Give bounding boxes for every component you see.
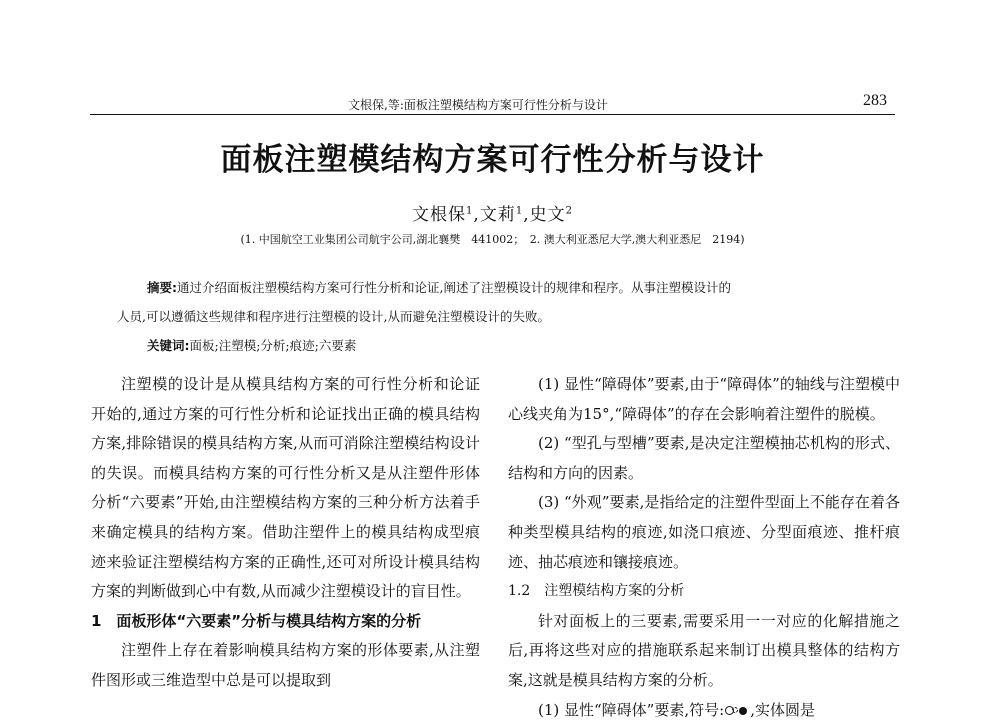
keywords-label: 关键词:	[147, 338, 190, 353]
author-name: 文根保	[412, 205, 467, 225]
abstract-text: 通过介绍面板注塑模结构方案可行性分析和论证,阐述了注塑模设计的规律和程序。从事注塑模设计的	[177, 280, 731, 295]
author-separator: ,	[523, 205, 530, 225]
abstract-line	[117, 273, 879, 302]
author-affiliation-mark: 1	[466, 205, 474, 217]
paper-title: 面板注塑模结构方案可行性分析与设计	[220, 142, 765, 178]
author-list	[90, 200, 895, 225]
page-number: 283	[863, 92, 887, 109]
author-affiliation-mark: 2	[565, 205, 573, 217]
body-paragraph: 注塑件上存在着影响模具结构方案的形体要素,从注塑件图形或三维造型中总是可以提取到	[91, 641, 480, 689]
section-heading: 1 面板形体“六要素”分析与模具结构方案的分析	[91, 611, 422, 630]
abstract-text: 人员,可以遵循这些规律和程序进行注塑模的设计,从而避免注塑模设计的失败。	[117, 309, 550, 324]
keywords-line	[117, 331, 879, 360]
list-item-text: ,实体圆是	[750, 700, 815, 719]
affiliations: (1. 中国航空工业集团公司航宇公司,湖北襄樊 441002； 2. 澳大利亚悉尼大学,澳大利亚悉尼 2194)	[240, 233, 745, 246]
left-column	[91, 370, 480, 696]
list-item-text: (1) 显性“障碍体”要素,符号:	[538, 700, 725, 719]
list-item: (3) “外观”要素,是指给定的注塑件型面上不能存在着各种类型模具结构的痕迹,如浇口痕迹、分型面痕迹、推杆痕迹、抽芯痕迹和镶接痕迹。	[508, 493, 900, 571]
list-item	[508, 696, 900, 725]
author-name: 文莉	[479, 205, 516, 225]
list-item: (2) “型孔与型槽”要素,是决定注塑模抽芯机构的形式、结构和方向的因素。	[508, 434, 900, 482]
body-paragraph: 针对面板上的三要素,需要采用一一对应的化解措施之后,再将这些对应的措施联系起来制订出模具整体的结构方案,这就是模具结构方案的分析。	[508, 611, 900, 689]
obstacle-symbol-icon	[724, 704, 750, 716]
author-separator: ,	[473, 205, 480, 225]
right-column	[508, 370, 900, 725]
running-header	[90, 94, 895, 115]
keywords-text: 面板;注塑模;分析;痕迹;六要素	[189, 338, 357, 353]
intro-paragraph: 注塑模的设计是从模具结构方案的可行性分析和论证开始的,通过方案的可行性分析和论证找出正确的模具结构方案,排除错误的模具结构方案,从而可消除注塑模结构设计的失误。而模具结构方案的可行性分析又是从注塑件形体分析“六要素”开始,由注塑模结构方案的三种分析方法着手来确定模具的结构方案。借助注塑件上的模具结构成型痕迹来验证注塑模结构方案的正确性,还可对所设计模具结构方案的判断做到心中有数,从而减少注塑模设计的盲目性。	[91, 375, 480, 601]
author-affiliation-mark: 1	[515, 205, 524, 217]
abstract-line	[117, 302, 879, 331]
subsection-heading: 1.2 注塑模结构方案的分析	[508, 583, 685, 600]
list-item: (1) 显性“障碍体”要素,由于“障碍体”的轴线与注塑模中心线夹角为15°,“障碍体”的存在会影响着注塑件的脱模。	[508, 375, 900, 423]
abstract-block	[117, 273, 879, 360]
abstract-label: 摘要:	[147, 280, 177, 295]
running-title: 文根保,等:面板注塑模结构方案可行性分析与设计	[348, 98, 608, 112]
author-name: 史文	[529, 205, 566, 225]
